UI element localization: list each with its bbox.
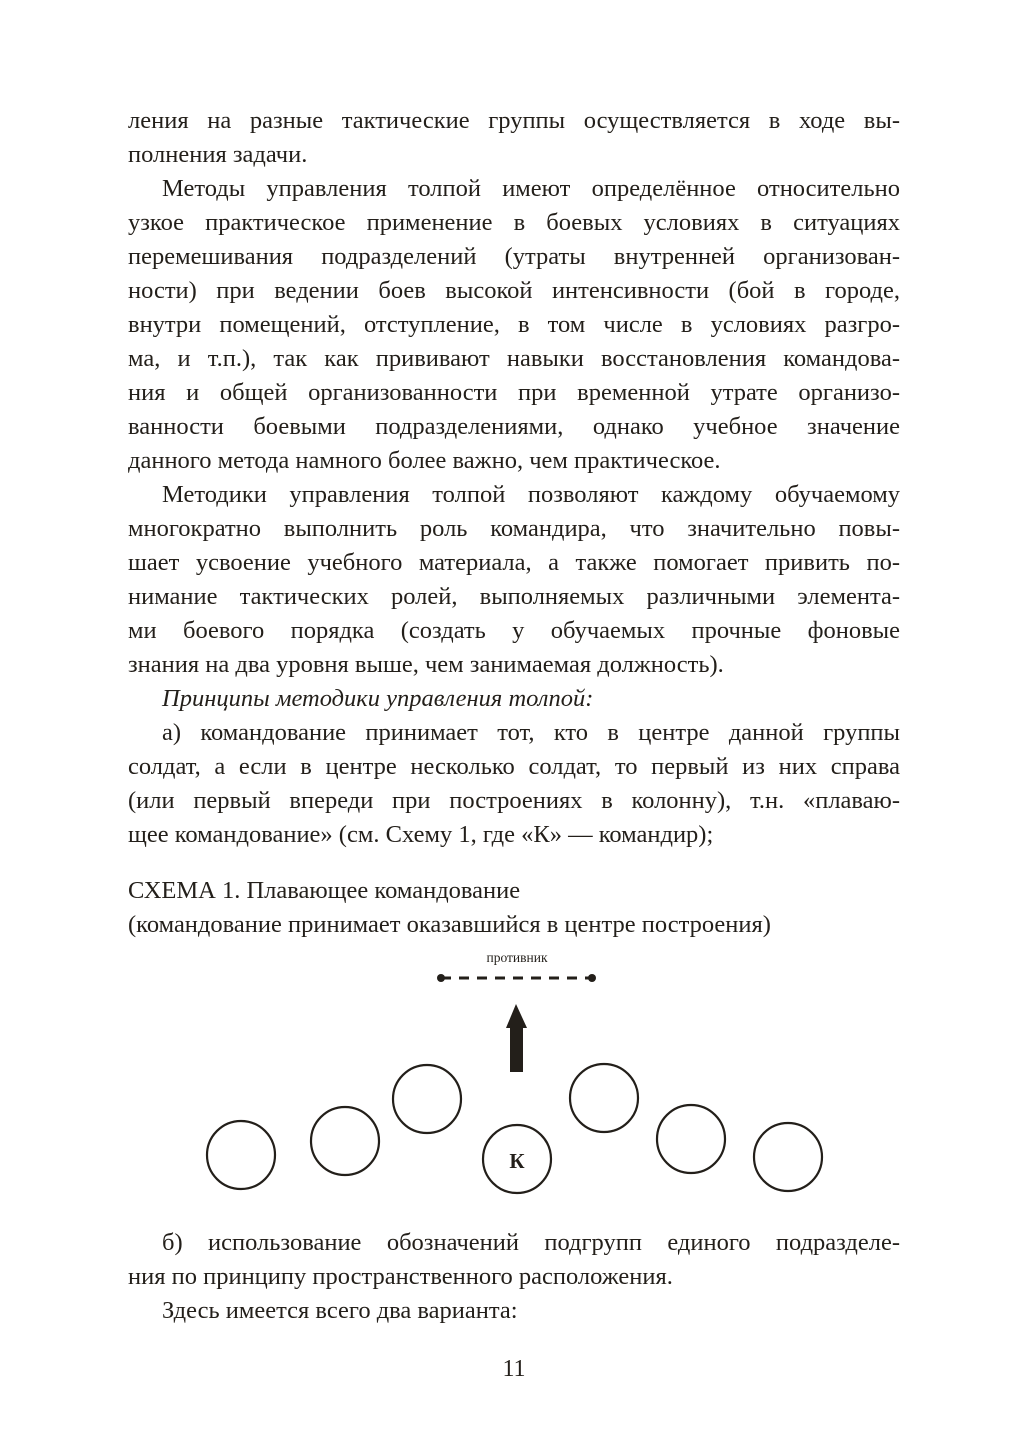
soldier-circle [311, 1107, 379, 1175]
enemy-label: противник [486, 950, 548, 965]
enemy-line [437, 974, 596, 982]
text-line: шает усвоение учебного материала, а также помогает привить по- [128, 549, 900, 576]
paragraph-start: Методики управления толпой позволяют каждому обучаемому [162, 481, 900, 508]
text-line: солдат, а если в центре несколько солдат, то первый из них справа [128, 753, 900, 780]
text-line: щее командование» (см. Схему 1, где «К» — командир); [128, 821, 714, 848]
list-item-a: а) командование принимает тот, кто в центре данной группы [162, 719, 900, 746]
list-item-b: б) использование обозначений подгрупп единого подразделе- [162, 1229, 900, 1256]
text-line: ления на разные тактические группы осуществляется в ходе вы- [128, 107, 900, 134]
scheme-subtitle: (командование принимает оказавшийся в центре построения) [128, 911, 771, 938]
text-line: полнения задачи. [128, 141, 308, 168]
section-heading: Принципы методики управления толпой: [162, 685, 594, 712]
text-line: знания на два уровня выше, чем занимаемая должность). [128, 651, 724, 678]
text-line: Здесь имеется всего два варианта: [162, 1297, 518, 1324]
arrow-up-icon [506, 1004, 527, 1072]
soldier-circle [393, 1065, 461, 1133]
text-line: ния по принципу пространственного расположения. [128, 1263, 673, 1290]
text-line: многократно выполнить роль командира, что значительно повы- [128, 515, 900, 542]
scheme-title: СХЕМА 1. Плавающее командование [128, 877, 521, 904]
text-line: ности) при ведении боев высокой интенсивности (бой в городе, [128, 277, 900, 304]
soldier-circle [657, 1105, 725, 1173]
soldier-circles [207, 1064, 822, 1193]
text-line: ванности боевыми подразделениями, однако учебное значение [128, 413, 900, 440]
text-line: перемешивания подразделений (утраты внутренней организован- [128, 243, 900, 270]
text-line: нимание тактических ролей, выполняемых различными элемента- [128, 583, 900, 610]
text-line: ми боевого порядка (создать у обучаемых прочные фоновые [128, 617, 900, 644]
paragraph-start: Методы управления толпой имеют определённое относительно [162, 175, 900, 202]
text-line: данного метода намного более важно, чем практическое. [128, 447, 721, 474]
soldier-circle [207, 1121, 275, 1189]
text-line: узкое практическое применение в боевых условиях в ситуациях [128, 209, 900, 236]
text-line: внутри помещений, отступление, в том числе в условиях разгро- [128, 311, 900, 338]
commander-label: К [509, 1149, 525, 1173]
soldier-circle [754, 1123, 822, 1191]
text-line: ния и общей организованности при временной утрате организо- [128, 379, 900, 406]
soldier-circle [570, 1064, 638, 1132]
page-number: 11 [502, 1356, 526, 1382]
text-line: ма, и т.п.), так как прививают навыки восстановления командова- [128, 345, 900, 372]
text-line: (или первый впереди при построениях в колонну), т.н. «плаваю- [128, 787, 900, 814]
